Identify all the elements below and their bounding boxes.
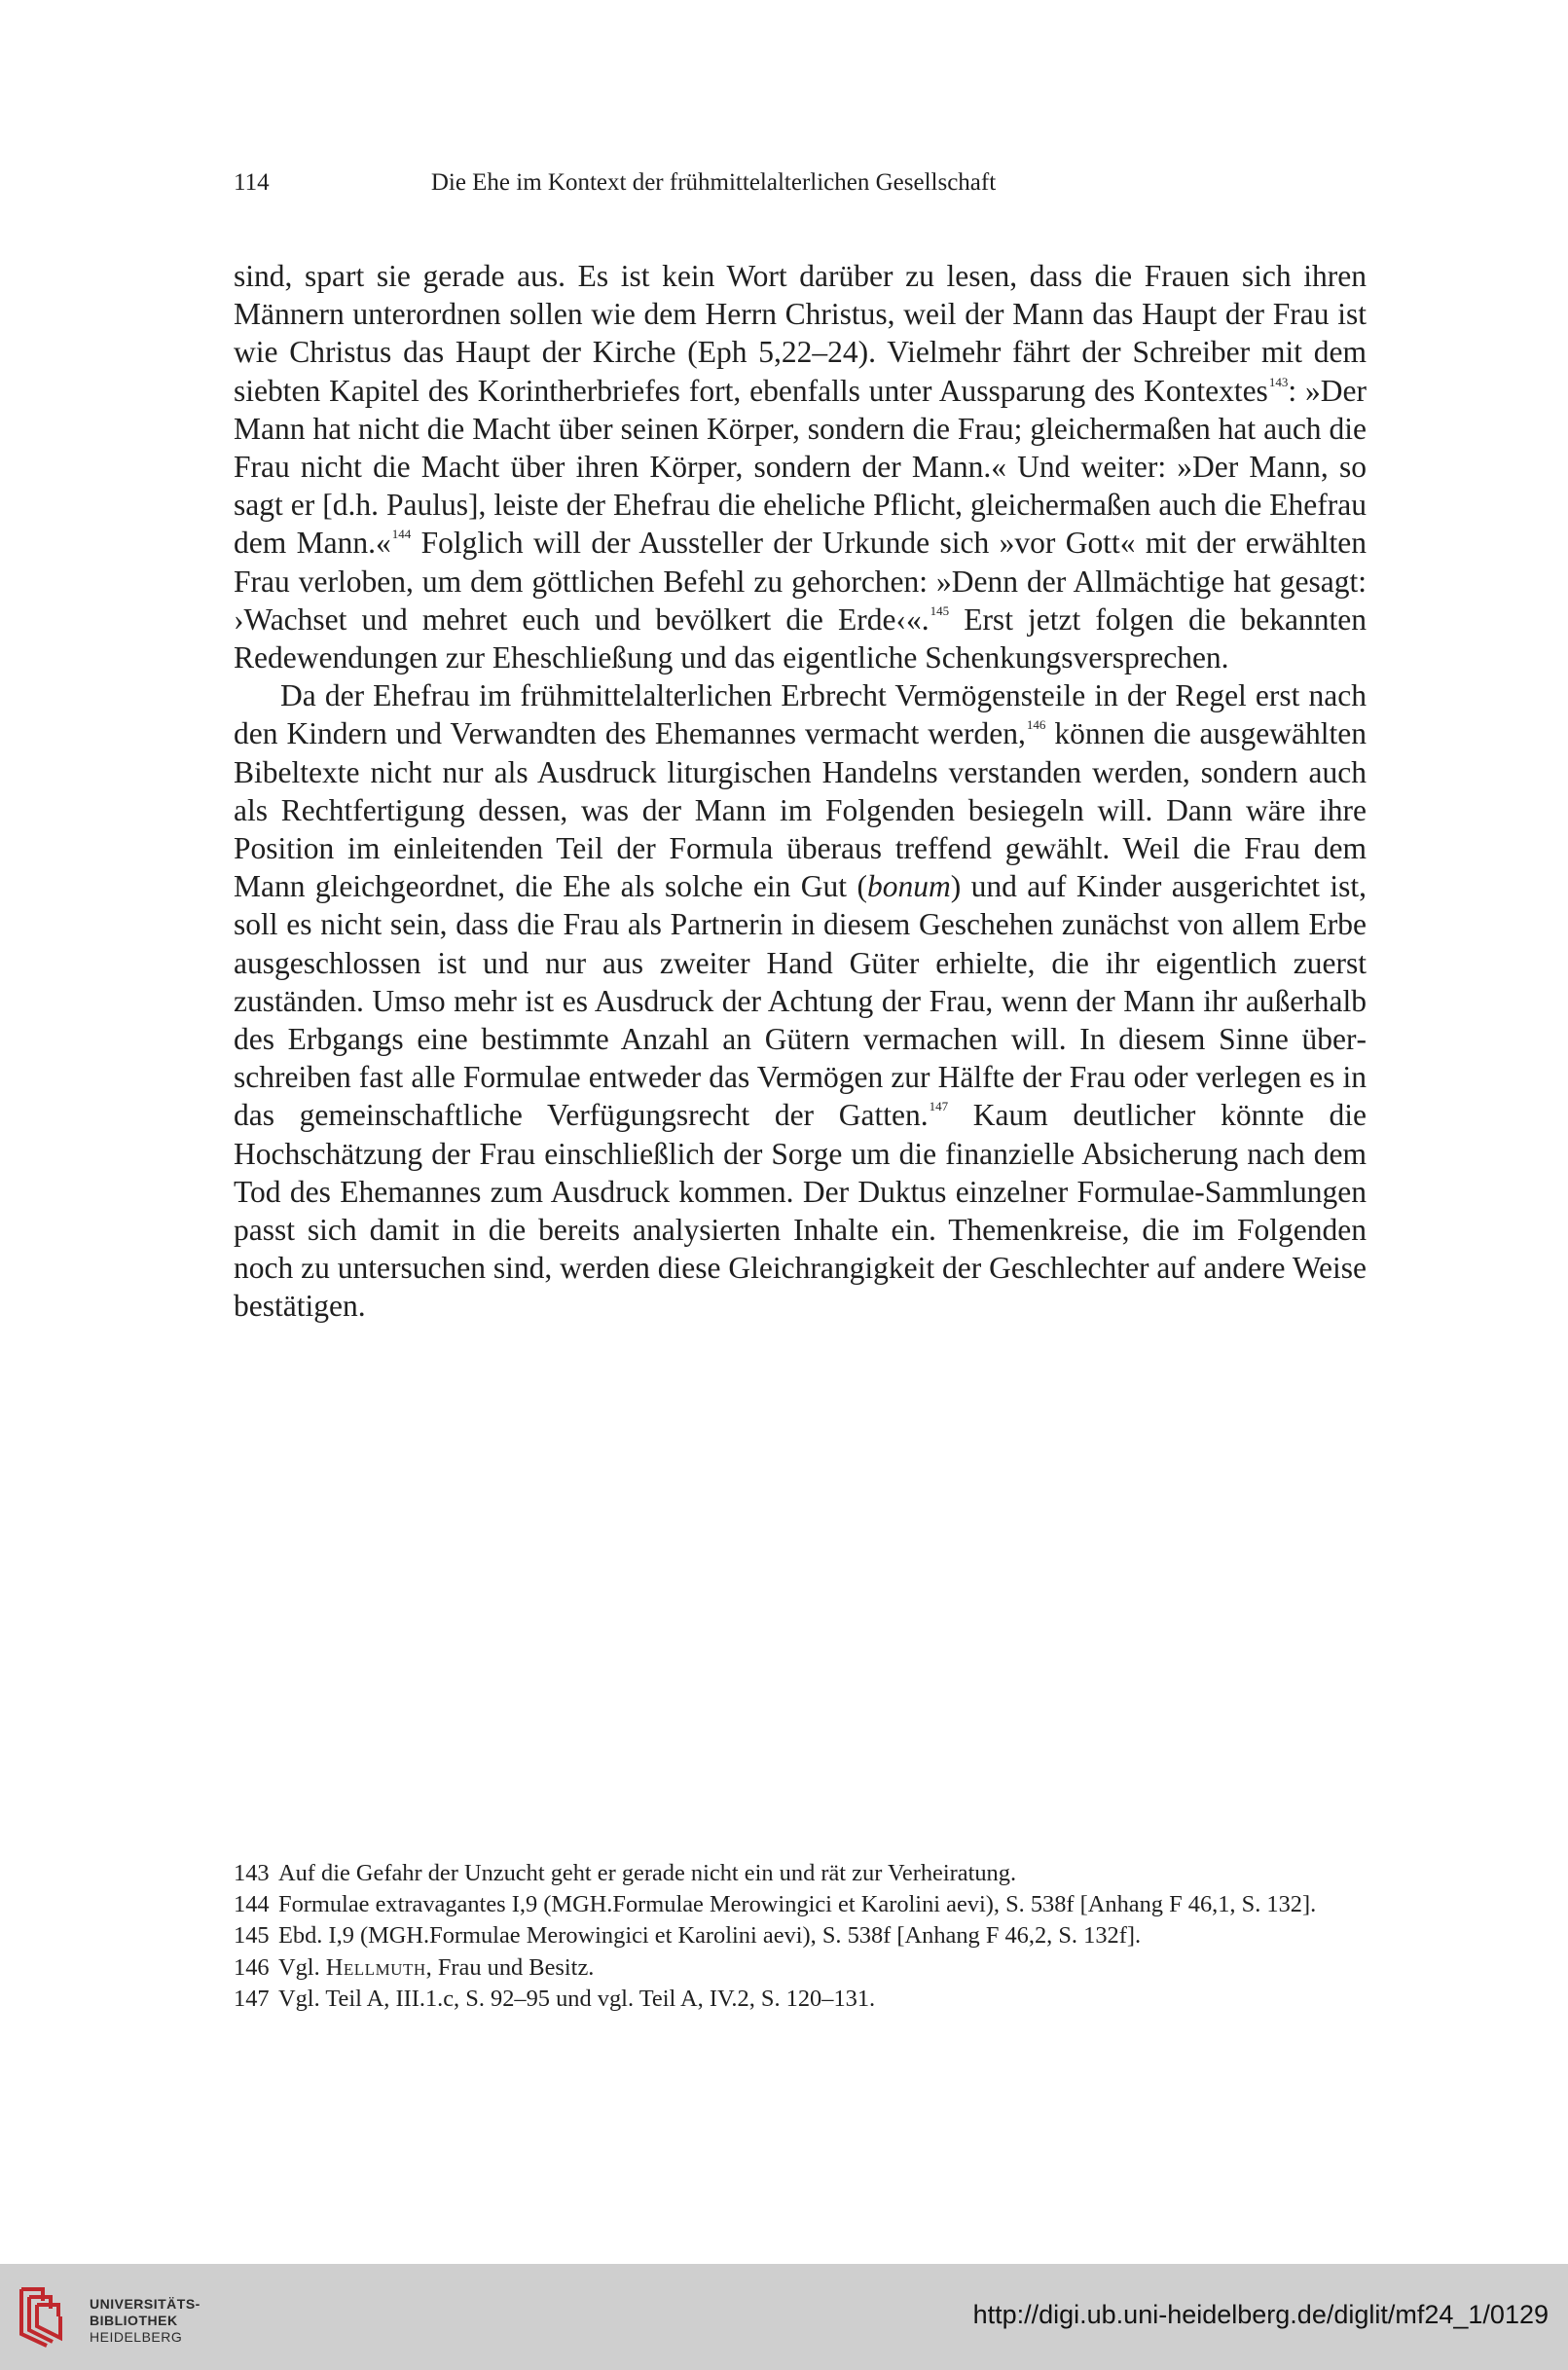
paragraph-2-part-d: Kaum deutlicher könnte die Hochschätzung der Frau einschließlich der Sorge um die finanzielle Absicherung nach dem Tod des Ehemannes zum Ausdruck kommen. Der Duktus einzelner Formulae-Sammlungen passt sich damit in die bereits analysierten Inhalte ein. Themenkreise, die im Folgenden noch zu untersuchen sind, werden diese Gleichrangigkeit der Geschlechter auf andere Weise bestätigen. — [234, 1098, 1367, 1324]
footnote-text: Ebd. I,9 (MGH.Formulae Merowingici et Karolini aevi), S. 538f [Anhang F 46,2, S. 132f]. — [278, 1922, 1142, 1950]
footnote-ref-147[interactable]: 147 — [929, 1099, 949, 1114]
footnote-145 — [234, 1920, 1367, 1951]
footnote-number: 144 — [234, 1891, 270, 1918]
footnote-number: 147 — [234, 1985, 270, 2012]
footnote-146 — [234, 1952, 1367, 1984]
footnote-ref-145[interactable]: 145 — [930, 602, 950, 618]
paragraph-2-part-a: Da der Ehefrau im frühmittelalterlichen Erbrecht Vermögensteile in der Regel erst nach den Kindern und Verwandten des Ehemannes vermacht werden, — [234, 678, 1367, 751]
paragraph-2 — [234, 676, 1367, 1325]
paragraph-1-part-a: sind, spart sie gerade aus. Es ist kein Wort darüber zu lesen, dass die Frauen sich ihren Männern unterordnen sollen wie dem Herrn Christus, weil der Mann das Haupt der Frau ist wie Christus das Haupt der Kirche (Eph 5,22–24). Vielmehr fährt der Schreiber mit dem siebten Kapitel des Korintherbriefes fort, ebenfalls unter Aussparung des Kontextes — [234, 259, 1367, 408]
library-name — [90, 2296, 201, 2346]
page-header — [234, 162, 1133, 204]
heidelberg-library-logo-icon — [14, 2283, 74, 2352]
paragraph-1-part-d: Erst jetzt folgen die bekannten Redewendungen zur Eheschließung und das eigentliche Schenkungsversprechen. — [234, 602, 1367, 675]
footnote-ref-146[interactable]: 146 — [1026, 717, 1046, 733]
footnote-author: Hellmuth — [325, 1953, 426, 1981]
paragraph-1-part-c: Folglich will der Aussteller der Urkunde sich »vor Gott« mit der erwählten Frau verloben, um dem göttlichen Befehl zu gehorchen: »Denn der Allmächtige hat gesagt: ›Wachset und mehret euch und bevölkert die Erde‹«. — [234, 526, 1367, 637]
library-footer-bar — [0, 2264, 1568, 2370]
footnote-147 — [234, 1984, 1367, 2015]
footnote-ref-144[interactable]: 144 — [391, 527, 412, 542]
footnotes — [234, 1858, 1367, 2015]
footnote-number: 145 — [234, 1922, 270, 1950]
paragraph-1-part-b: : »Der Mann hat nicht die Macht über seinen Körper, sondern die Frau; gleichermaßen hat auch die Frau nicht die Macht über ihren Körper, sondern der Mann.« Und weiter: »Der Mann, so sagt er [d.h. Paulus], leiste der Ehefrau die eheliche Pflicht, gleichermaßen auch die Ehefrau dem Mann.« — [234, 373, 1367, 561]
paragraph-1 — [234, 257, 1367, 676]
paragraph-2-part-c: ) und auf Kinder ausgerichtet ist, soll es nicht sein, dass die Frau als Partnerin in diesem Geschehen zunächst von allem Erbe ausgeschlossen ist und nur aus zweiter Hand Güter erhielte, die ihr eigentlich zuerst zuständen. Umso mehr ist es Ausdruck der Achtung der Frau, wenn der Mann ihr außerhalb des Erbgangs eine bestimmte Anzahl an Gütern vermachen will. In diesem Sinne überschreiben fast alle Formulae entweder das Vermögen zur Hälfte der Frau oder verlegen es in das gemeinschaftliche Verfügungsrecht der Gatten. — [234, 869, 1367, 1133]
footnote-144 — [234, 1889, 1367, 1920]
footnote-text: Auf die Gefahr der Unzucht geht er gerade nicht ein und rät zur Verheiratung. — [278, 1860, 1017, 1886]
page-number: 114 — [234, 169, 270, 196]
source-url-link[interactable]: http://digi.ub.uni-heidelberg.de/diglit/mf24_1/0129 — [972, 2300, 1549, 2329]
footnote-prefix: Vgl. — [278, 1953, 326, 1981]
footnote-text: Vgl. Teil A, III.1.c, S. 92–95 und vgl. Teil A, IV.2, S. 120–131. — [278, 1985, 876, 2012]
footnote-number: 143 — [234, 1860, 270, 1886]
footnote-text: Formulae extravagantes I,9 (MGH.Formulae Merowingici et Karolini aevi), S. 538f [Anhang F 46,1, S. 132]. — [278, 1891, 1317, 1918]
library-name-line-2: BIBLIOTHEK — [90, 2313, 178, 2328]
library-name-line-1: UNIVERSITÄTS- — [90, 2296, 201, 2312]
paragraph-2-italic-term: bonum — [866, 869, 951, 904]
footnote-number: 146 — [234, 1953, 270, 1981]
running-head: Die Ehe im Kontext der frühmittelalterlichen Gesellschaft — [430, 169, 997, 196]
footnote-ref-143[interactable]: 143 — [1268, 374, 1289, 389]
footnote-text: , Frau und Besitz. — [425, 1953, 595, 1981]
footnote-143 — [234, 1858, 1367, 1889]
main-text — [234, 257, 1367, 1326]
paragraph-2-part-b: können die ausgewählten Bibeltexte nicht nur als Ausdruck liturgischen Handelns verstanden werden, sondern auch als Rechtfertigung dessen, was der Mann im Folgenden besiegeln will. Dann wäre ihre Position im einleitenden Teil der Formula überaus treffend gewählt. Weil die Frau dem Mann gleichgeordnet, die Ehe als solche ein Gut ( — [234, 716, 1367, 904]
library-name-line-3: HEIDELBERG — [90, 2329, 183, 2345]
